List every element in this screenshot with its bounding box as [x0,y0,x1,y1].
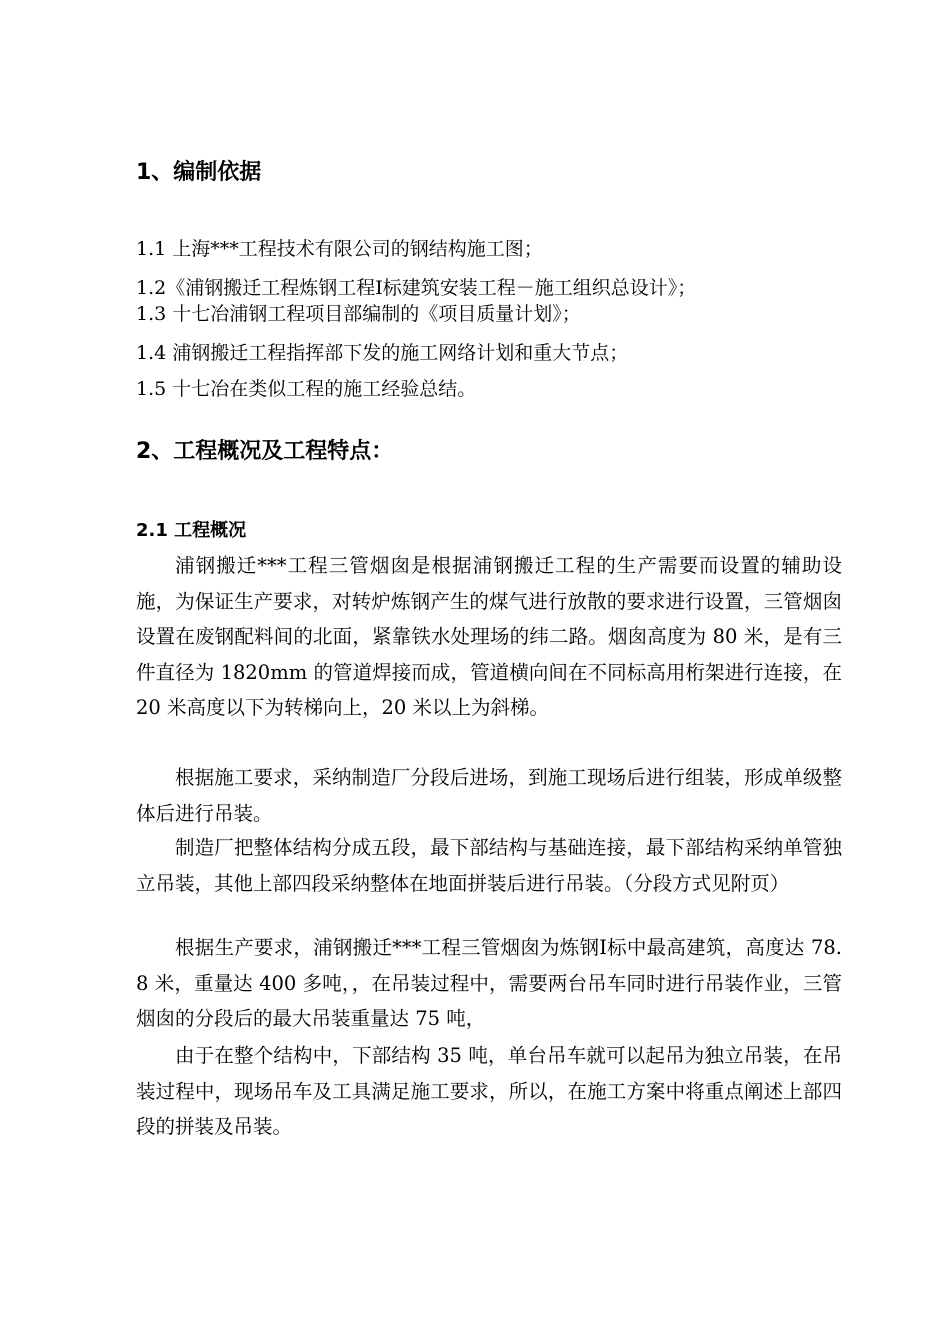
reference-item-1: 1.1 上海***工程技术有限公司的钢结构施工图； [136,238,543,260]
overview-paragraph-1: 浦钢搬迁***工程三管烟囱是根据浦钢搬迁工程的生产需要而设置的辅助设施，为保证生产要求，对转炉炼钢产生的煤气进行放散的要求进行设置，三管烟囱设置在废钢配料间的北面，紧靠铁水处理场的纬二路。烟囱高度为 80 米，是有三件直径为 1820mm 的管道焊接而成，管道横向间在不同标高用桁架进行连接，在 20 米高度以下为转梯向上，20 米以上为斜梯。 [136,554,842,719]
reference-item-3: 1.3 十七冶浦钢工程项目部编制的《项目质量计划》； [136,303,581,325]
reference-item-2: 1.2《浦钢搬迁工程炼钢工程Ⅰ标建筑安装工程－施工组织总设计》； [136,277,697,299]
subsection-2-1-heading: 2.1 工程概况 [136,520,247,541]
overview-paragraph-4: 根据生产要求，浦钢搬迁***工程三管烟囱为炼钢Ⅰ标中最高建筑，高度达 78.8 米，重量达 400 多吨，，在吊装过程中，需要两台吊车同时进行吊装作业，三管烟囱的分段后的最大吊装重量达 75 吨， [136,936,842,1030]
overview-paragraph-5: 由于在整个结构中，下部结构 35 吨，单台吊车就可以起吊为独立吊装，在吊装过程中，现场吊车及工具满足施工要求，所以，在施工方案中将重点阐述上部四段的拼装及吊装。 [136,1044,842,1138]
overview-paragraph-2: 根据施工要求，采纳制造厂分段后进场，到施工现场后进行组装，形成单级整体后进行吊装。 [136,766,842,825]
reference-item-4: 1.4 浦钢搬迁工程指挥部下发的施工网络计划和重大节点； [136,342,629,364]
section-2-heading: 2、工程概况及工程特点： [136,439,394,464]
reference-item-5: 1.5 十七冶在类似工程的施工经验总结。 [136,378,477,400]
overview-paragraph-3: 制造厂把整体结构分成五段，最下部结构与基础连接，最下部结构采纳单管独立吊装，其他上部四段采纳整体在地面拼装后进行吊装。（分段方式见附页） [136,836,842,895]
section-1-heading: 1、编制依据 [136,160,262,185]
